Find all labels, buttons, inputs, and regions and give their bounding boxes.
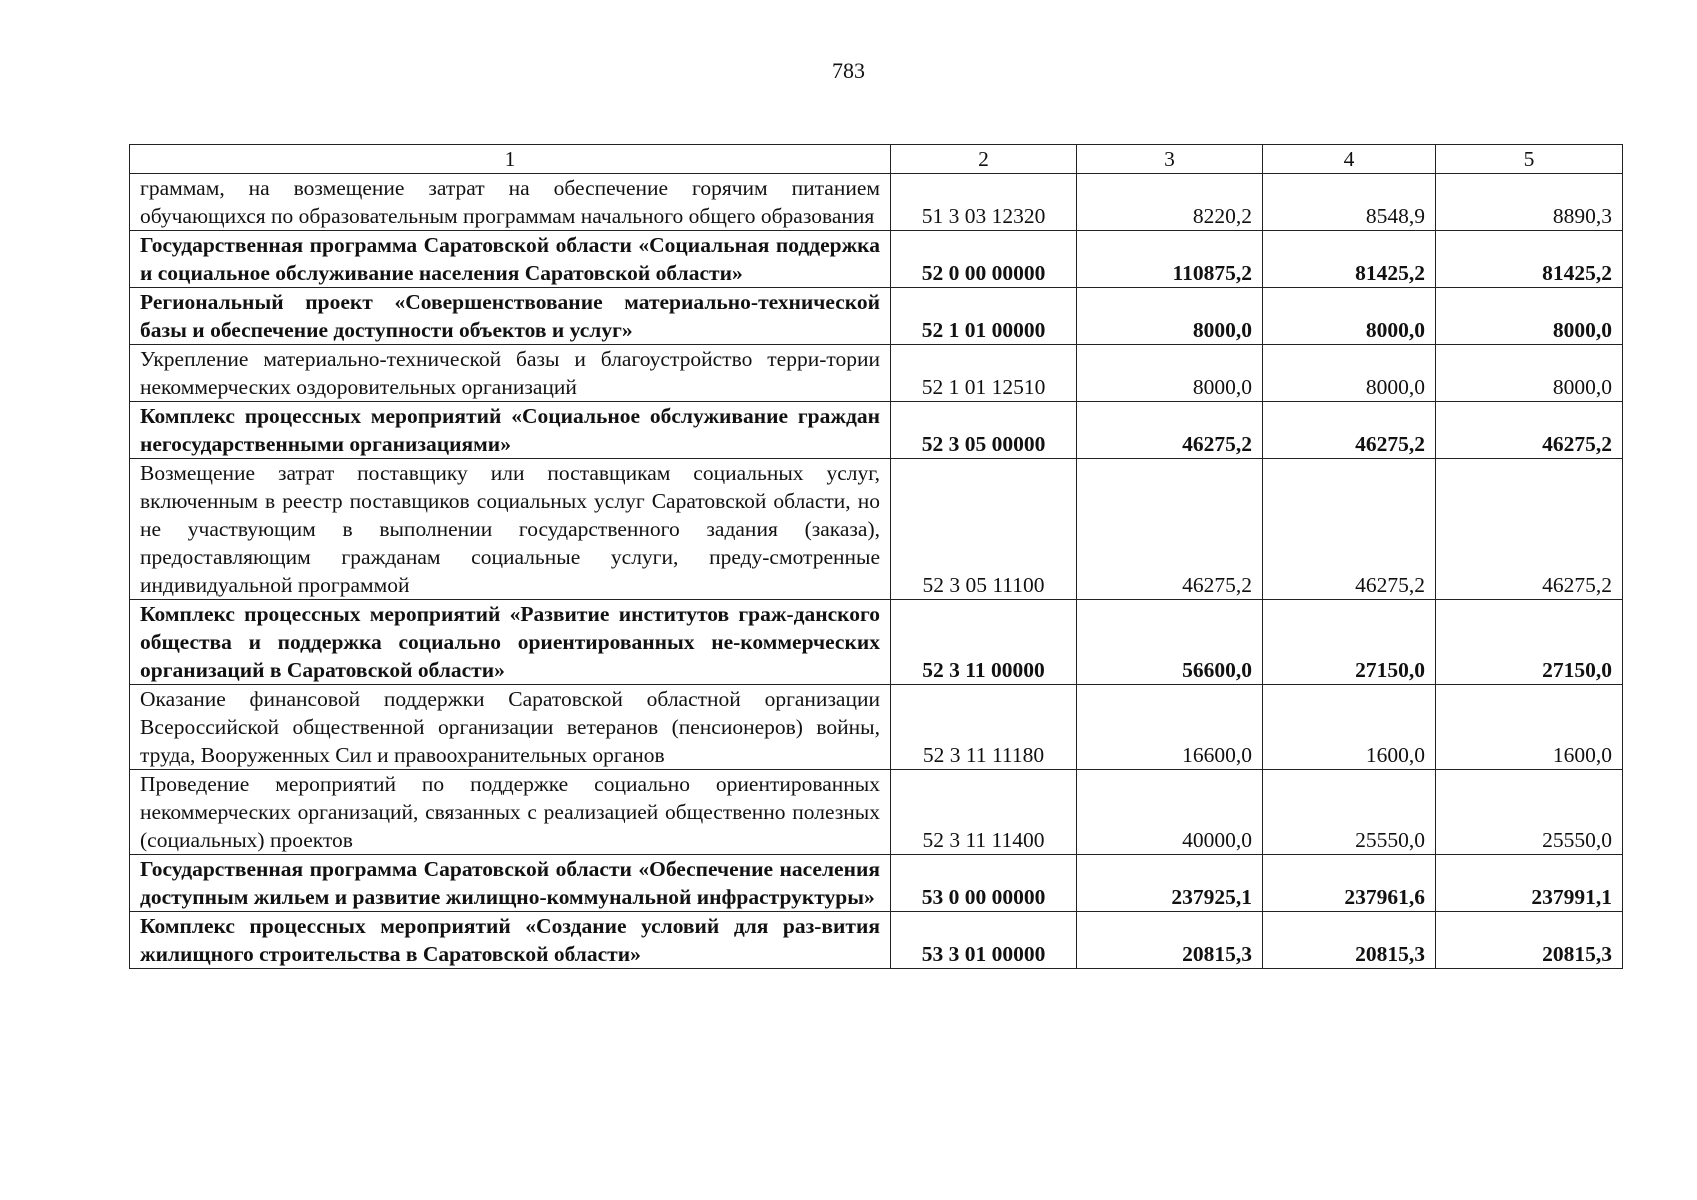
row-value-col5: 237991,1 [1436, 855, 1623, 912]
table-row [130, 345, 1623, 402]
row-code: 52 3 11 11400 [891, 770, 1077, 855]
row-code: 52 1 01 00000 [891, 288, 1077, 345]
row-name: Региональный проект «Совершенствование материально-технической базы и обеспечение доступности объектов и услуг» [130, 288, 891, 345]
row-value-col5: 20815,3 [1436, 912, 1623, 969]
row-code: 52 1 01 12510 [891, 345, 1077, 402]
row-code: 52 0 00 00000 [891, 231, 1077, 288]
row-name: Государственная программа Саратовской области «Обеспечение населения доступным жильем и развитие жилищно-коммунальной инфраструктуры» [130, 855, 891, 912]
table-row [130, 288, 1623, 345]
row-value-col4: 237961,6 [1263, 855, 1436, 912]
row-value-col4: 20815,3 [1263, 912, 1436, 969]
row-value-col4: 46275,2 [1263, 402, 1436, 459]
row-value-col3: 8220,2 [1077, 174, 1263, 231]
page-number: 783 [832, 58, 865, 83]
row-code: 52 3 05 00000 [891, 402, 1077, 459]
row-value-col5: 46275,2 [1436, 459, 1623, 600]
row-value-col5: 8000,0 [1436, 288, 1623, 345]
table-body [130, 174, 1623, 969]
row-name: Проведение мероприятий по поддержке социально ориентированных некоммерческих организаций, связанных с реализацией общественно полезных (социальных) проектов [130, 770, 891, 855]
row-value-col3: 20815,3 [1077, 912, 1263, 969]
row-value-col5: 8890,3 [1436, 174, 1623, 231]
column-header-2: 2 [891, 145, 1077, 174]
row-value-col3: 46275,2 [1077, 459, 1263, 600]
row-value-col5: 1600,0 [1436, 685, 1623, 770]
row-value-col5: 81425,2 [1436, 231, 1623, 288]
row-code: 52 3 05 11100 [891, 459, 1077, 600]
column-header-4: 4 [1263, 145, 1436, 174]
row-value-col5: 8000,0 [1436, 345, 1623, 402]
row-value-col3: 110875,2 [1077, 231, 1263, 288]
row-code: 52 3 11 00000 [891, 600, 1077, 685]
row-value-col3: 8000,0 [1077, 288, 1263, 345]
row-value-col3: 237925,1 [1077, 855, 1263, 912]
row-value-col5: 25550,0 [1436, 770, 1623, 855]
table-row [130, 912, 1623, 969]
column-header-1: 1 [130, 145, 891, 174]
row-value-col4: 1600,0 [1263, 685, 1436, 770]
table-row [130, 459, 1623, 600]
row-name: граммам, на возмещение затрат на обеспечение горячим питанием обучающихся по образовательным программам начального общего образования [130, 174, 891, 231]
column-header-3: 3 [1077, 145, 1263, 174]
row-name: Оказание финансовой поддержки Саратовской областной организации Всероссийской общественной организации ветеранов (пенсионеров) войны, труда, Вооруженных Сил и правоохранительных органов [130, 685, 891, 770]
row-name: Укрепление материально-технической базы и благоустройство терри-тории некоммерческих оздоровительных организаций [130, 345, 891, 402]
row-code: 53 0 00 00000 [891, 855, 1077, 912]
row-value-col3: 56600,0 [1077, 600, 1263, 685]
row-code: 52 3 11 11180 [891, 685, 1077, 770]
row-name: Государственная программа Саратовской области «Социальная поддержка и социальное обслуживание населения Саратовской области» [130, 231, 891, 288]
row-code: 53 3 01 00000 [891, 912, 1077, 969]
row-value-col3: 16600,0 [1077, 685, 1263, 770]
row-value-col4: 8000,0 [1263, 345, 1436, 402]
table-row [130, 685, 1623, 770]
row-value-col4: 81425,2 [1263, 231, 1436, 288]
row-value-col3: 46275,2 [1077, 402, 1263, 459]
table-row [130, 174, 1623, 231]
table-row [130, 855, 1623, 912]
row-value-col5: 46275,2 [1436, 402, 1623, 459]
table-row [130, 402, 1623, 459]
row-name: Комплекс процессных мероприятий «Развитие институтов граж-данского общества и поддержка социально ориентированных не-коммерческих организаций в Саратовской области» [130, 600, 891, 685]
row-value-col5: 27150,0 [1436, 600, 1623, 685]
row-name: Комплекс процессных мероприятий «Создание условий для раз-вития жилищного строительства в Саратовской области» [130, 912, 891, 969]
row-name: Комплекс процессных мероприятий «Социальное обслуживание граждан негосударственными организациями» [130, 402, 891, 459]
table-row [130, 231, 1623, 288]
row-value-col3: 8000,0 [1077, 345, 1263, 402]
row-name: Возмещение затрат поставщику или поставщикам социальных услуг, включенным в реестр поставщиков социальных услуг Саратовской области, но не участвующим в выполнении государственного задания (заказа), предоставляющим гражданам социальные услуги, преду-смотренные индивидуальной программой [130, 459, 891, 600]
row-value-col4: 27150,0 [1263, 600, 1436, 685]
row-code: 51 3 03 12320 [891, 174, 1077, 231]
table-row [130, 600, 1623, 685]
row-value-col4: 8548,9 [1263, 174, 1436, 231]
table-row [130, 770, 1623, 855]
row-value-col4: 8000,0 [1263, 288, 1436, 345]
table-header-row [130, 145, 1623, 174]
row-value-col4: 46275,2 [1263, 459, 1436, 600]
column-header-5: 5 [1436, 145, 1623, 174]
budget-table [129, 144, 1623, 969]
row-value-col3: 40000,0 [1077, 770, 1263, 855]
row-value-col4: 25550,0 [1263, 770, 1436, 855]
